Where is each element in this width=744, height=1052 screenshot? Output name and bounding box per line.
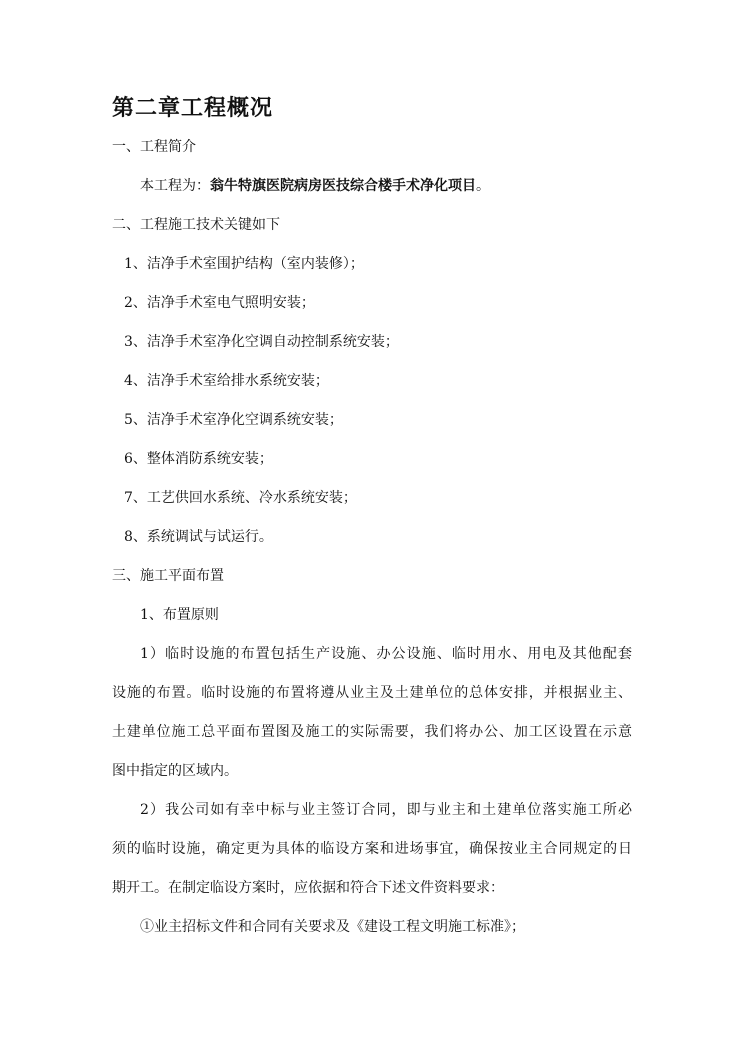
project-intro-prefix: 本工程为：: [140, 178, 210, 194]
sub-heading-principles: 1、布置原则: [140, 607, 219, 623]
paragraph-line: 土建单位施工总平面布置图及施工的实际需要，我们将办公、加工区设置在示意: [112, 724, 632, 740]
section-heading-layout: 三、施工平面布置: [112, 568, 224, 584]
list-item: 8、系统调试与试运行。: [124, 529, 273, 545]
section-heading-key-tech: 二、工程施工技术关键如下: [112, 217, 280, 233]
list-item: 1、洁净手术室围护结构（室内装修）；: [124, 256, 364, 272]
project-intro-suffix: 。: [476, 178, 490, 194]
list-item: 4、洁净手术室给排水系统安装；: [124, 373, 329, 389]
requirement-item: ①业主招标文件和合同有关要求及《建设工程文明施工标准》；: [140, 919, 525, 935]
project-intro: [140, 177, 490, 195]
list-item: 3、洁净手术室净化空调自动控制系统安装；: [124, 334, 399, 350]
paragraph-line: 期开工。在制定临设方案时，应依据和符合下述文件资料要求：: [112, 880, 504, 896]
section-heading-overview: 一、工程简介: [112, 139, 196, 155]
chapter-title: 第二章工程概况: [112, 95, 274, 121]
paragraph-line: 须的临时设施，确定更为具体的临设方案和进场事宜，确保按业主合同规定的日: [112, 841, 632, 857]
paragraph-line: 2）我公司如有幸中标与业主签订合同，即与业主和土建单位落实施工所必: [140, 802, 632, 818]
list-item: 5、洁净手术室净化空调系统安装；: [124, 412, 343, 428]
paragraph-line: 1）临时设施的布置包括生产设施、办公设施、临时用水、用电及其他配套: [140, 646, 632, 662]
project-name: 翁牛特旗医院病房医技综合楼手术净化项目: [210, 178, 476, 194]
paragraph-line: 图中指定的区域内。: [112, 763, 238, 779]
list-item: 7、工艺供回水系统、冷水系统安装；: [124, 490, 357, 506]
paragraph-line: 设施的布置。临时设施的布置将遵从业主及土建单位的总体安排，并根据业主、: [112, 685, 632, 701]
list-item: 6、整体消防系统安装；: [124, 451, 273, 467]
list-item: 2、洁净手术室电气照明安装；: [124, 295, 315, 311]
